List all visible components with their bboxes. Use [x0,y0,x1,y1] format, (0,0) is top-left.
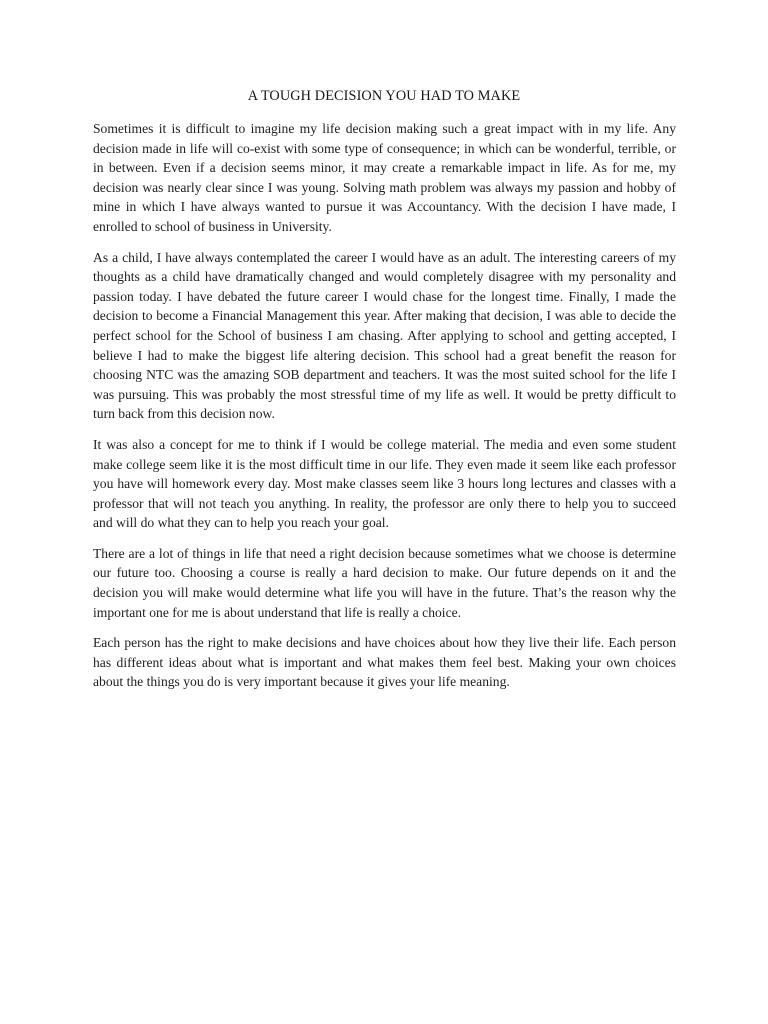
paragraph-5: Each person has the right to make decisions and have choices about how they live their life. Each person has different ideas about what is important and what makes them feel best. Making your own choices about the things you do is very important because it gives your life meaning. [93,635,676,690]
paragraph-3: It was also a concept for me to think if I would be college material. The media and even some student make college seem like it is the most difficult time in our life. They even made it seem like each professor you have will homework every day. Most make classes seem like 3 hours long lectures and classes with a professor that will not teach you anything. In reality, the professor are only there to help you to succeed and will do what they can to help you reach your goal. [93,436,676,531]
essay-body [93,119,676,703]
paragraph-4: There are a lot of things in life that need a right decision because sometimes what we choose is determine our future too. Choosing a course is really a hard decision to make. Our future depends on it and the decision you will make would determine what life you will have in the future. That’s the reason why the important one for me is about understand that life is really a choice. [93,545,676,620]
essay-title: A TOUGH DECISION YOU HAD TO MAKE [247,88,521,104]
paragraph-1: Sometimes it is difficult to imagine my life decision making such a great impact with in my life. Any decision made in life will co-exist with some type of consequence; in which can be wonderful, terrible, or in between. Even if a decision seems minor, it may create a remarkable impact in life. As for me, my decision was nearly clear since I was young. Solving math problem was always my passion and hobby of mine in which I have always wanted to pursue it was Accountancy. With the decision I have made, I enrolled to school of business in University. [93,121,676,234]
paragraph-2: As a child, I have always contemplated the career I would have as an adult. The interesting careers of my thoughts as a child have dramatically changed and would completely disagree with my personality and passion today. I have debated the future career I would chase for the longest time. Finally, I made the decision to become a Financial Management this year. After making that decision, I was able to decide the perfect school for the School of business I am chasing. After applying to school and getting accepted, I believe I had to make the biggest life altering decision. This school had a great benefit the reason for choosing NTC was the amazing SOB department and teachers. It was the most suited school for the life I was pursuing. This was probably the most stressful time of my life as well. It would be pretty difficult to turn back from this decision now. [93,249,676,422]
